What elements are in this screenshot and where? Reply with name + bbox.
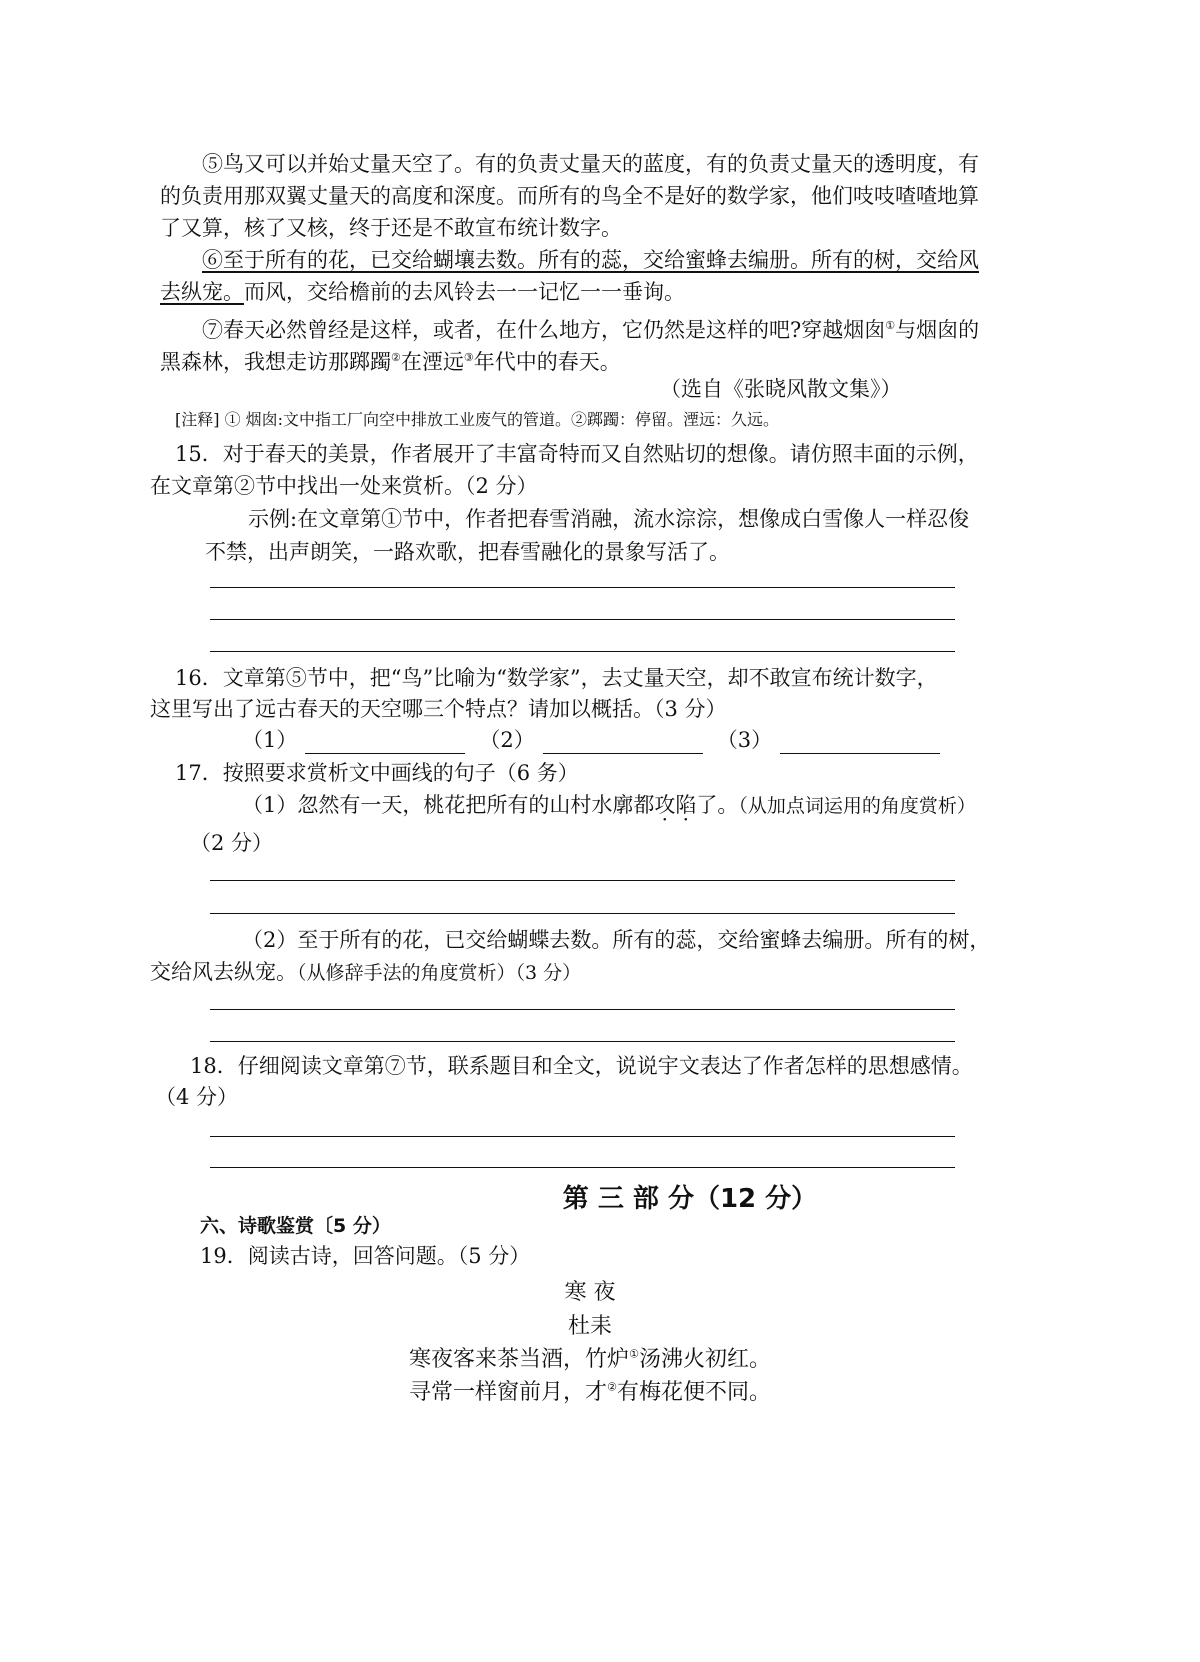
poem-line1-b: 汤沸火初红。 [638,1347,771,1372]
q18-answer-line-1[interactable] [210,1136,955,1137]
passage-p5-line3: 了又算，核了又核，终于还是不敢宣布统计数字。 [160,216,622,240]
q16-line1: 16．文章第⑤节中，把“鸟”比喻为“数学家”，去丈量天空，却不敢宣布统计数字， [175,666,938,690]
passage-p7-line1 [202,312,979,344]
poem-line2 [0,1375,1200,1406]
poem-line1-a: 寒夜客来茶当酒，竹炉 [409,1347,630,1372]
footnote-mark-3: ③ [463,351,474,364]
passage-p7-text-a: ⑦春天必然曾经是这样，或者，在什么地方，它仍然是这样的吧?穿越烟囱 [202,318,886,342]
poem-line2-a: 寻常一样窗前月，才 [409,1380,608,1405]
q17-sub2-text: 交给风去纵宠。 [150,960,297,984]
q17-1-answer-line-2[interactable] [210,913,955,914]
q16-blank-1[interactable] [305,731,465,754]
q16-blanks [242,726,954,754]
footnote-mark-2: ② [391,351,401,364]
q15-answer-line-3[interactable] [210,651,955,652]
passage-p7-text-b: 与烟囱的 [895,318,980,342]
poem-author: 杜耒 [567,1314,612,1339]
q17-sub1-instruction: （从加点词运用的角度赏析） [738,795,976,817]
q17-sub2-instruction: （从修辞手法的角度赏析）（3 分） [297,962,582,984]
passage-p6-line1: ⑥至于所有的花，已交给蝴壤去数。所有的蕊，交给蜜蜂去编册。所有的树，交给风 [202,248,979,272]
q16-blank-label-1: （1） [242,728,298,752]
q16-blank-3[interactable] [780,731,940,754]
passage-notes: [注释] ① 烟囱:文中指工厂向空中排放工业废气的管道。②踯躅：停留。湮远：久远。 [175,410,780,429]
q16-blank-label-2: （2） [479,728,535,752]
q16-blank-label-3: （3） [716,728,773,752]
q18-line1: 18．仔细阅读文章第⑦节，联系题目和全文，说说宇文表达了作者怎样的思想感情。 [190,1054,973,1078]
section6-heading: 六、诗歌鉴赏〔5 分） [200,1215,391,1237]
q17-line1: 17．按照要求赏析文中画线的句子（6 务） [175,761,579,785]
q17-sub2-line2 [150,958,581,987]
q17-1-answer-line-1[interactable] [210,880,955,881]
q17-sub1-end: 了。 [696,793,739,817]
passage-p7-text-e: 年代中的春天。 [473,350,621,374]
q15-example-line1: 示例:在文章第①节中，作者把春雪消融，流水淙淙，想像成白雪像人一样忍俊 [248,507,970,531]
q18-answer-line-2[interactable] [210,1167,955,1168]
passage-source: （选自《张晓风散文集》） [660,377,902,401]
poem-line1 [0,1342,1200,1373]
q17-sub1 [242,791,976,820]
q15-answer-line-2[interactable] [210,619,955,620]
q17-sub1-text: （1）忽然有一天，桃花把所有的山村水廓都 [242,793,655,817]
q15-line2: 在文章第②节中找出一处来赏析。（2 分） [150,474,538,498]
q19-line: 19．阅读古诗，回答问题。（5 分） [200,1244,531,1268]
passage-p7-line2 [160,344,621,376]
q16-line2: 这里写出了远古春天的天空哪三个特点？请加以概括。（3 分） [150,697,727,721]
q15-answer-line-1[interactable] [210,587,955,588]
poem-footnote-mark-2: ② [607,1380,617,1394]
passage-p6-underlined-end: 去纵宠。 [160,280,244,304]
q18-line2: （4 分） [155,1085,239,1109]
passage-p6-line2 [160,278,685,306]
q15-line1: 15．对于春天的美景，作者展开了丰富奇特而又自然贴切的想像。请仿照丰面的示例， [175,442,979,466]
q17-2-answer-line-1[interactable] [210,1009,955,1010]
q17-sub1-points: （2 分） [190,831,274,855]
q16-blank-2[interactable] [543,731,703,754]
passage-p7-text-d: 在湮远 [400,350,464,374]
part3-title: 第 三 部 分（12 分） [562,1184,818,1214]
q17-dotted-word-2: 陷 [675,793,697,817]
passage-p7-text-c: 黑森林，我想走访那踯躅 [160,350,391,374]
q17-dotted-word-1: 攻 [654,793,676,817]
passage-p5-line2: 的负责用那双翼丈量天的高度和深度。而所有的鸟全不是好的数学家，他们吱吱喳喳地算 [160,184,979,208]
poem-footnote-mark-1: ① [629,1347,639,1361]
q15-example-line2: 不禁，出声朗笑，一路欢歌，把春雪融化的景象写活了。 [205,540,730,564]
poem-title: 寒 夜 [564,1280,616,1305]
q17-sub2-line1: （2）至于所有的花，已交给蝴蝶去数。所有的蕊，交给蜜蜂去编册。所有的树， [242,928,991,952]
passage-p5-line1: ⑤鸟又可以并始丈量天空了。有的负责丈量天的蓝度，有的负责丈量天的透明度，有 [202,152,979,176]
q17-2-answer-line-2[interactable] [210,1041,955,1042]
passage-p6-rest: 而风，交给檐前的去风铃去一一记忆一一垂询。 [244,280,685,304]
footnote-mark-1: ① [885,319,896,332]
poem-line2-b: 有梅花便不同。 [616,1380,771,1405]
